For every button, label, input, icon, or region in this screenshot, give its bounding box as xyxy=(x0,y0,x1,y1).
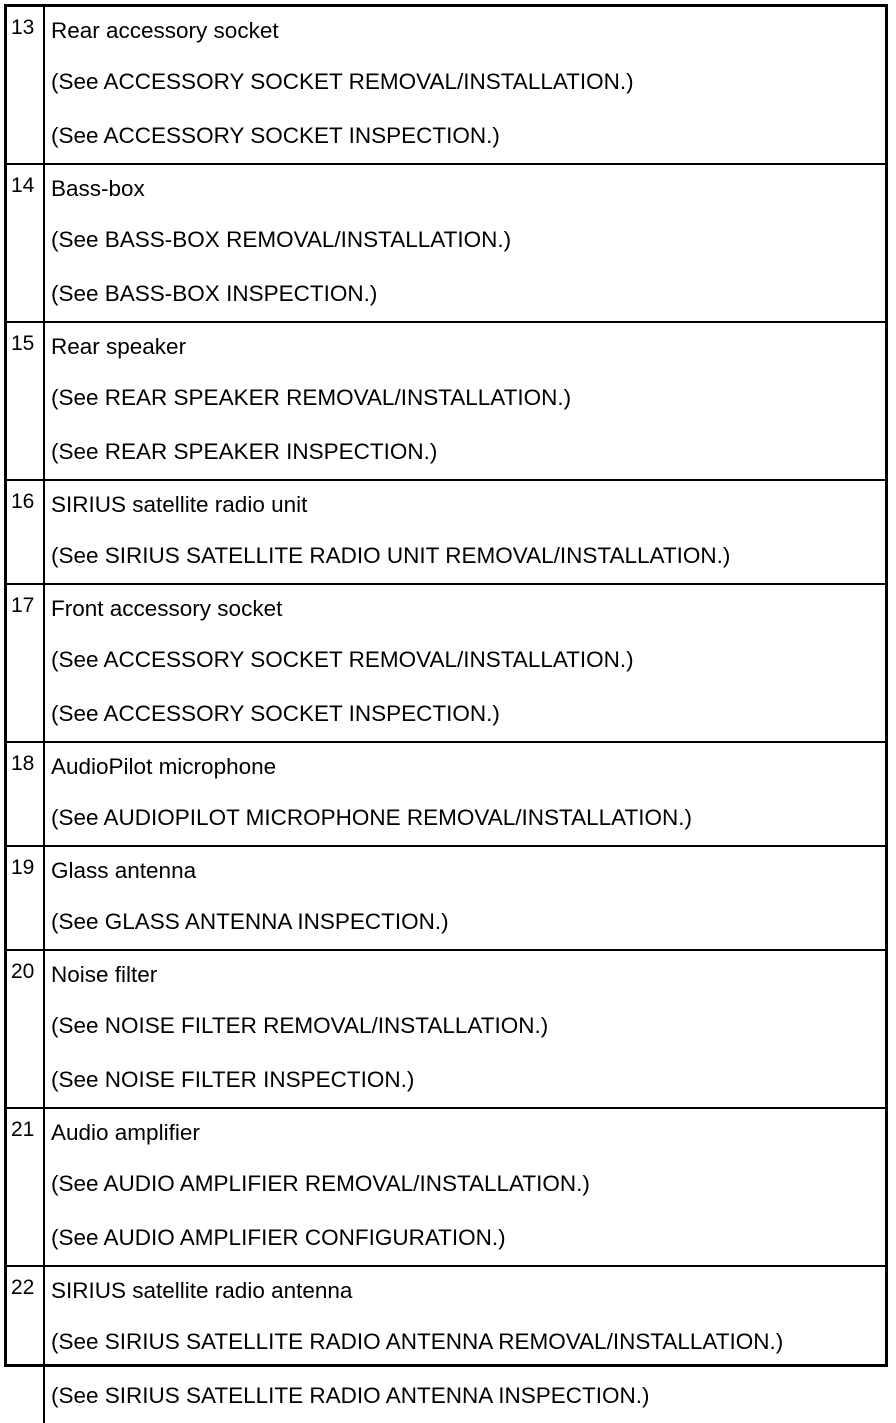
reference-link[interactable]: (See AUDIOPILOT MICROPHONE REMOVAL/INSTALLATION.) xyxy=(51,805,692,830)
reference-link[interactable]: (See BASS-BOX INSPECTION.) xyxy=(51,281,378,306)
item-name: Glass antenna xyxy=(51,858,197,883)
item-number: 17 xyxy=(7,584,44,742)
parts-table-page xyxy=(4,4,888,1408)
item-number: 18 xyxy=(7,742,44,846)
reference-link[interactable]: (See AUDIO AMPLIFIER REMOVAL/INSTALLATION.) xyxy=(51,1171,590,1196)
reference-link[interactable]: (See ACCESSORY SOCKET INSPECTION.) xyxy=(51,123,500,148)
table-row xyxy=(7,480,885,584)
item-name: Audio amplifier xyxy=(51,1120,200,1145)
item-name: Bass-box xyxy=(51,176,145,201)
item-name: SIRIUS satellite radio antenna xyxy=(51,1278,353,1303)
item-description xyxy=(44,846,885,950)
item-number: 13 xyxy=(7,7,44,164)
table-row xyxy=(7,950,885,1108)
reference-link[interactable]: (See AUDIO AMPLIFIER CONFIGURATION.) xyxy=(51,1225,506,1250)
item-name: SIRIUS satellite radio unit xyxy=(51,492,308,517)
table-row xyxy=(7,742,885,846)
table-row xyxy=(7,322,885,480)
item-number: 19 xyxy=(7,846,44,950)
item-description xyxy=(44,164,885,322)
reference-link[interactable]: (See REAR SPEAKER INSPECTION.) xyxy=(51,439,438,464)
item-description xyxy=(44,742,885,846)
item-description xyxy=(44,1266,885,1423)
item-description xyxy=(44,480,885,584)
item-description xyxy=(44,322,885,480)
reference-link[interactable]: (See SIRIUS SATELLITE RADIO ANTENNA INSPECTION.) xyxy=(51,1383,650,1408)
item-name: Noise filter xyxy=(51,962,158,987)
item-description xyxy=(44,7,885,164)
item-number: 22 xyxy=(7,1266,44,1423)
item-description xyxy=(44,1108,885,1266)
item-number: 20 xyxy=(7,950,44,1108)
table-row xyxy=(7,7,885,164)
parts-table xyxy=(7,7,885,1423)
item-number: 14 xyxy=(7,164,44,322)
item-name: Front accessory socket xyxy=(51,596,283,621)
item-number: 16 xyxy=(7,480,44,584)
reference-link[interactable]: (See SIRIUS SATELLITE RADIO ANTENNA REMOVAL/INSTALLATION.) xyxy=(51,1329,784,1354)
table-row xyxy=(7,846,885,950)
item-name: Rear accessory socket xyxy=(51,18,279,43)
item-number: 21 xyxy=(7,1108,44,1266)
item-description xyxy=(44,950,885,1108)
item-description xyxy=(44,584,885,742)
item-number: 15 xyxy=(7,322,44,480)
table-row xyxy=(7,1266,885,1423)
item-name: AudioPilot microphone xyxy=(51,754,277,779)
table-row xyxy=(7,164,885,322)
reference-link[interactable]: (See BASS-BOX REMOVAL/INSTALLATION.) xyxy=(51,227,512,252)
item-name: Rear speaker xyxy=(51,334,187,359)
table-row xyxy=(7,1108,885,1266)
reference-link[interactable]: (See NOISE FILTER INSPECTION.) xyxy=(51,1067,415,1092)
reference-link[interactable]: (See ACCESSORY SOCKET REMOVAL/INSTALLATION.) xyxy=(51,647,634,672)
reference-link[interactable]: (See REAR SPEAKER REMOVAL/INSTALLATION.) xyxy=(51,385,572,410)
reference-link[interactable]: (See GLASS ANTENNA INSPECTION.) xyxy=(51,909,449,934)
reference-link[interactable]: (See SIRIUS SATELLITE RADIO UNIT REMOVAL/INSTALLATION.) xyxy=(51,543,731,568)
reference-link[interactable]: (See ACCESSORY SOCKET INSPECTION.) xyxy=(51,701,500,726)
reference-link[interactable]: (See ACCESSORY SOCKET REMOVAL/INSTALLATION.) xyxy=(51,69,634,94)
table-row xyxy=(7,584,885,742)
reference-link[interactable]: (See NOISE FILTER REMOVAL/INSTALLATION.) xyxy=(51,1013,549,1038)
